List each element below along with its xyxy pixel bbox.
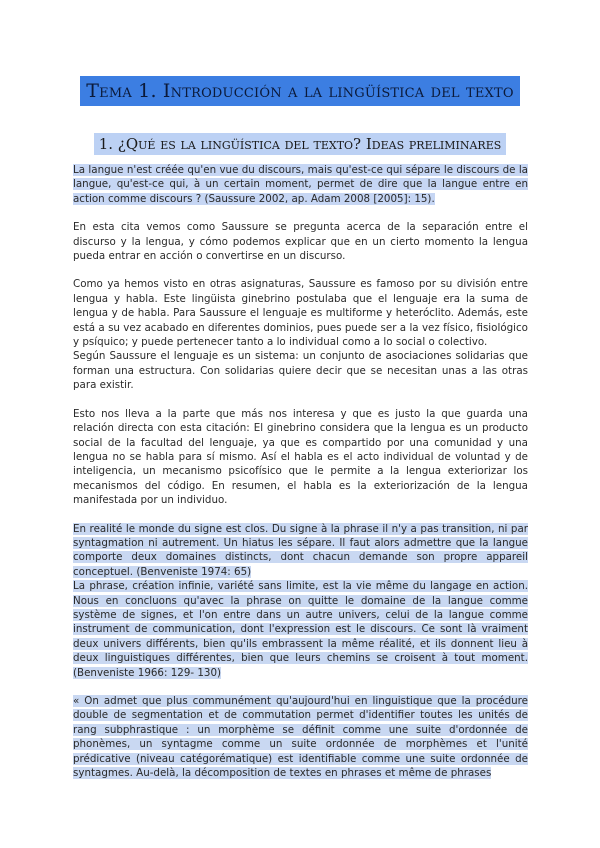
quote-benveniste-1966: La phrase, création infinie, variété sans limite, est la vie même du langage en action. Nous en concluons qu'avec la phrase on quitte le domaine de la langue comme système de signes, et l'on entre dans un autre univers, celui de la langue comme instrument de communication, dont l'expression est le discours. Ce sont là vraiment deux univers différents, bien qu'ils embrassent la même réalité, et ils donnent lieu à deux linguistiques différentes, bien que leurs chemins se croisent à tout moment. (Benveniste 1966: 129- 130) xyxy=(73,580,528,679)
page-title: Tema 1. Introducción a la lingüística del texto xyxy=(80,76,519,106)
section-heading: 1. ¿Qué es la lingüística del texto? Ideas preliminares xyxy=(94,133,507,155)
quote-benveniste-1974: En realité le monde du signe est clos. Du signe à la phrase il n'y a pas transition, ni par syntagmation ni autrement. Un hiatus les sépare. Il faut alors admettre que la langue comporte deux domaines distincts, dont chacun demande son propre appareil conceptuel. (Benveniste 1974: 65) xyxy=(73,522,528,578)
paragraph-cita: En esta cita vemos como Saussure se pregunta acerca de la separación entre el discurso y la lengua, y cómo podemos explicar que en un cierto momento la lengua pueda entrar en acción o convertirse en un discurso. xyxy=(73,221,528,263)
paragraph-sistema: Según Saussure el lenguaje es un sistema: un conjunto de asociaciones solidarias que forman una estructura. Con solidarias quiere decir que se necesitan unas a las otras para existir. xyxy=(73,350,528,392)
subtitle-block xyxy=(0,133,600,155)
paragraph-citacion: Esto nos lleva a la parte que más nos interesa y que es justo la que guarda una relación directa con esta citación: El ginebrino considera que la lengua es un producto social de la facultad del lenguaje, ya que es compartido por una comunidad y una lengua no se habla para sí mismo. Así el habla es el acto individual de voluntad y de inteligencia, un mecanismo psicofísico que le permite a la lengua exteriorizar los mecanismos del código. En resumen, el habla es la exteriorización de la lengua manifestada por un individuo. xyxy=(73,407,528,507)
quote-saussure: La langue n'est créée qu'en vue du discours, mais qu'est-ce qui sépare le discours de la langue, qu'est-ce qui, à un certain moment, permet de dire que la langue entre en action comme discours ? (Saussure 2002, ap. Adam 2008 [2005]: 15). xyxy=(73,164,528,205)
document-body xyxy=(73,163,528,780)
paragraph-lengua-habla: Como ya hemos visto en otras asignaturas, Saussure es famoso por su división entre lengua y habla. Este lingüista ginebrino postulaba que el lenguaje era la suma de lengua y de habla. Para Saussure el lenguaje es multiforme y heteróclito. Además, este está a su vez acabado en diferentes dominios, pues puede ser a la vez físico, fisiológico y psíquico; y puede pertenecer tanto a lo individual como a lo social o colectivo. xyxy=(73,278,528,349)
title-block xyxy=(0,76,600,106)
quote-segmentation: « On admet que plus communément qu'aujourd'hui en linguistique que la procédure double de segmentation et de commutation permet d'identifier toutes les unités de rang subphrastique : un morphème se définit comme une suite d'ordonnée de phonèmes, un syntagme comme un suite ordonnée de morphèmes et l'unité prédicative (niveau catégorématique) est identifiable comme une suite ordonnée de syntagmes. Au-delà, la décomposition de textes en phrases et même de phrases xyxy=(73,695,528,780)
